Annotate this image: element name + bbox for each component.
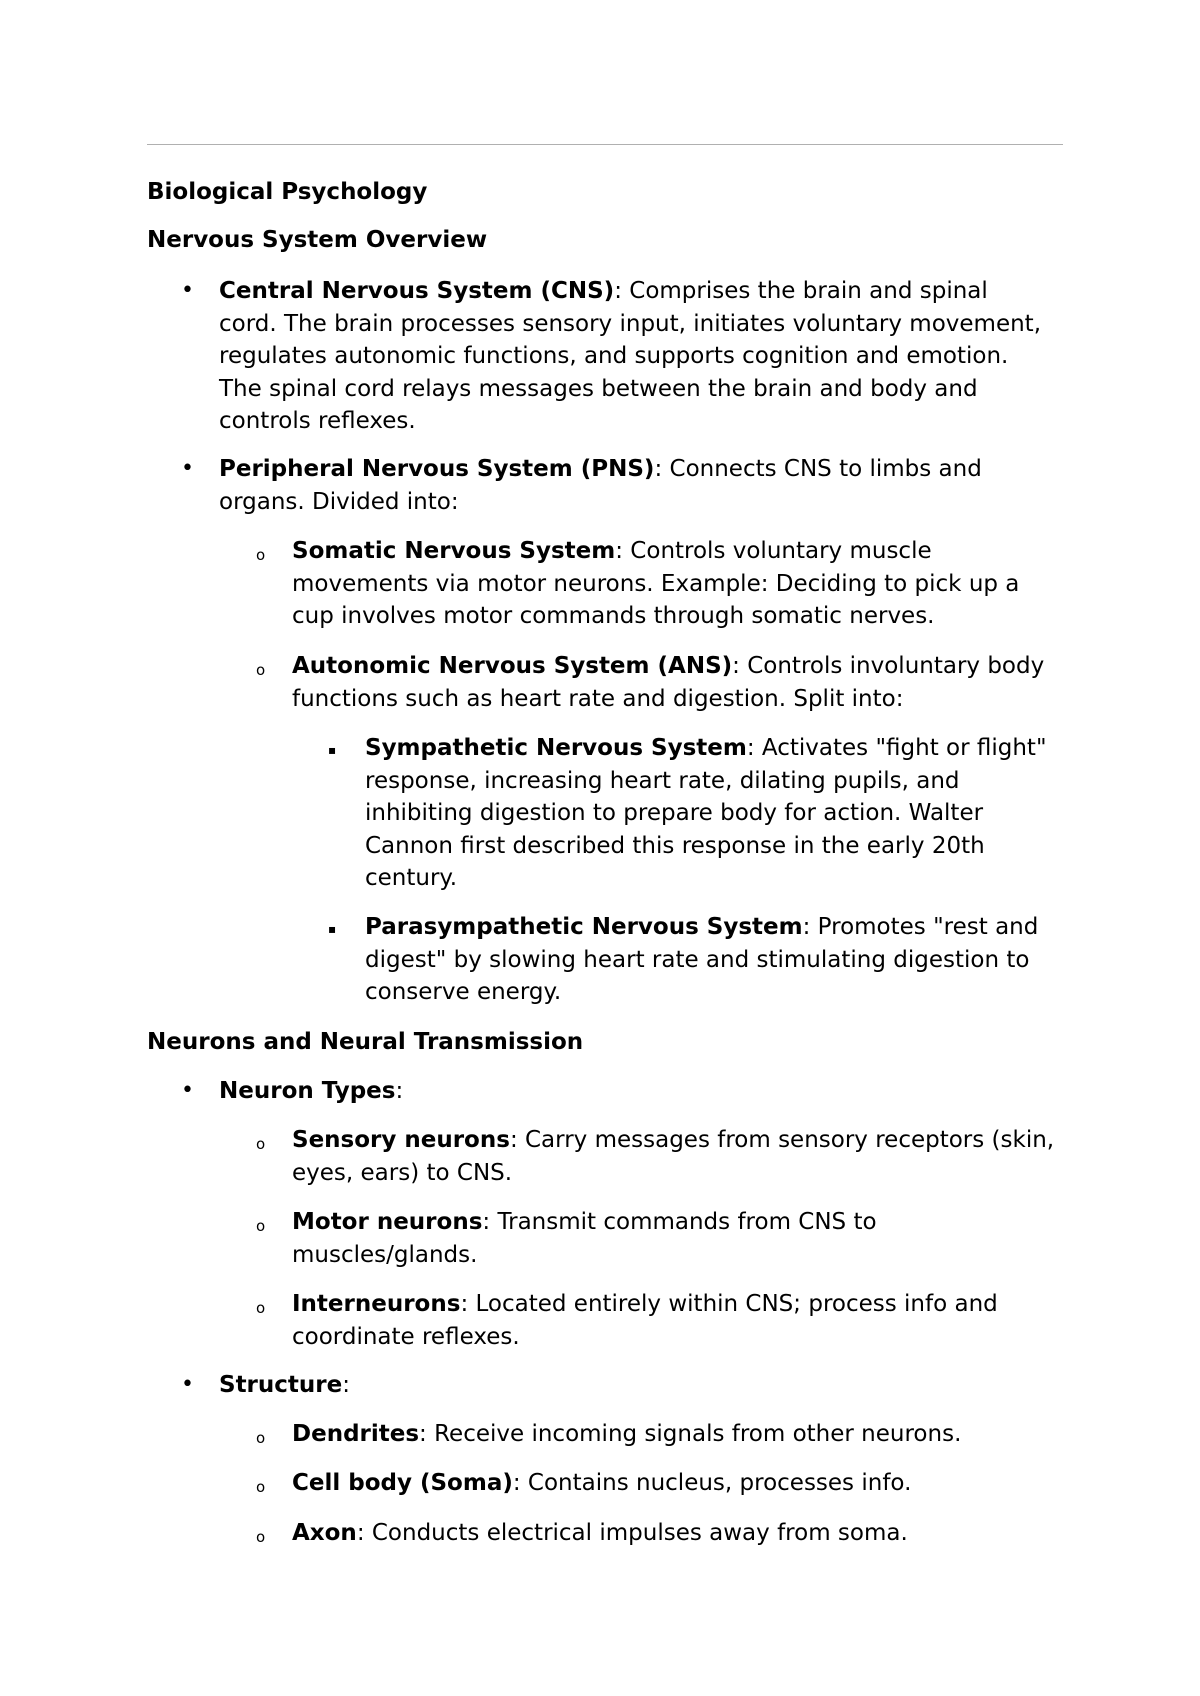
bullet-marker: •: [181, 1078, 194, 1103]
description-pns: : Connects CNS to limbs and organs. Divided into:: [219, 456, 982, 515]
term-pns: Peripheral Nervous System (PNS): [219, 456, 655, 482]
list-item-autonomic: [256, 650, 1058, 715]
description-dendrites: : Receive incoming signals from other neurons.: [419, 1421, 962, 1447]
description-cns: : Comprises the brain and spinal cord. The brain processes sensory input, initiates voluntary movement, regulates autonomic functions, and supports cognition and emotion. The spinal cord relays messages between the brain and body and controls reflexes.: [219, 278, 1042, 434]
bullet-marker: •: [181, 456, 194, 481]
list-item-dendrites: [256, 1418, 1058, 1451]
circle-marker: o: [256, 1217, 266, 1235]
circle-marker: o: [256, 1299, 266, 1317]
description-motor-neurons: : Transmit commands from CNS to muscles/glands.: [292, 1209, 877, 1268]
term-axon: Axon: [292, 1520, 357, 1546]
bullet-marker: •: [181, 278, 194, 303]
term-motor-neurons: Motor neurons: [292, 1209, 483, 1235]
section-heading-nervous-system: Nervous System Overview: [147, 227, 488, 253]
description-somatic: : Controls voluntary muscle movements via motor neurons. Example: Deciding to pick up a cup involves motor commands through somatic nerves.: [292, 538, 1020, 629]
list-item-motor-neurons: [256, 1206, 1058, 1271]
term-somatic: Somatic Nervous System: [292, 538, 616, 564]
description-sensory-neurons: : Carry messages from sensory receptors (skin, eyes, ears) to CNS.: [292, 1127, 1055, 1186]
term-sympathetic: Sympathetic Nervous System: [365, 735, 747, 761]
header-rule: [147, 144, 1063, 145]
term-structure: Structure: [219, 1372, 343, 1398]
term-parasympathetic: Parasympathetic Nervous System: [365, 914, 803, 940]
list-item-somatic: [256, 535, 1058, 633]
description-autonomic: : Controls involuntary body functions such as heart rate and digestion. Split into:: [292, 653, 1045, 712]
term-sensory-neurons: Sensory neurons: [292, 1127, 510, 1153]
list-item-soma: [256, 1467, 1058, 1500]
description-axon: : Conducts electrical impulses away from soma.: [356, 1520, 908, 1546]
circle-marker: o: [256, 1429, 266, 1447]
description-interneurons: : Located entirely within CNS; process info and coordinate reflexes.: [292, 1291, 998, 1350]
term-neuron-types: Neuron Types: [219, 1078, 396, 1104]
term-soma: Cell body (Soma): [292, 1470, 513, 1496]
list-item-sensory-neurons: [256, 1124, 1058, 1189]
circle-marker: o: [256, 1478, 266, 1496]
list-item-neuron-types: [181, 1075, 1049, 1108]
circle-marker: o: [256, 1528, 266, 1546]
description-neuron-types: :: [395, 1078, 404, 1104]
list-item-pns: [181, 453, 1049, 518]
list-item-axon: [256, 1517, 1058, 1550]
term-cns: Central Nervous System (CNS): [219, 278, 615, 304]
description-sympathetic: : Activates "fight or flight" response, increasing heart rate, dilating pupils, and inhibiting digestion to prepare body for action. Walter Cannon first described this response in the early 20th century.: [365, 735, 1047, 891]
circle-marker: o: [256, 546, 266, 564]
list-item-cns: [181, 275, 1049, 438]
list-item-sympathetic: [328, 732, 1065, 895]
list-item-interneurons: [256, 1288, 1058, 1353]
description-soma: : Contains nucleus, processes info.: [512, 1470, 912, 1496]
term-autonomic: Autonomic Nervous System (ANS): [292, 653, 733, 679]
description-structure: :: [342, 1372, 350, 1398]
bullet-marker: •: [181, 1372, 194, 1397]
list-item-structure: [181, 1369, 1049, 1402]
section-heading-neurons: Neurons and Neural Transmission: [147, 1029, 584, 1055]
document-title: Biological Psychology: [147, 179, 428, 205]
square-marker: ▪: [328, 922, 337, 936]
term-interneurons: Interneurons: [292, 1291, 461, 1317]
circle-marker: o: [256, 661, 266, 679]
circle-marker: o: [256, 1135, 266, 1153]
term-dendrites: Dendrites: [292, 1421, 420, 1447]
square-marker: ▪: [328, 743, 337, 757]
description-parasympathetic: : Promotes "rest and digest" by slowing heart rate and stimulating digestion to conserve energy.: [365, 914, 1039, 1005]
list-item-parasympathetic: [328, 911, 1065, 1009]
